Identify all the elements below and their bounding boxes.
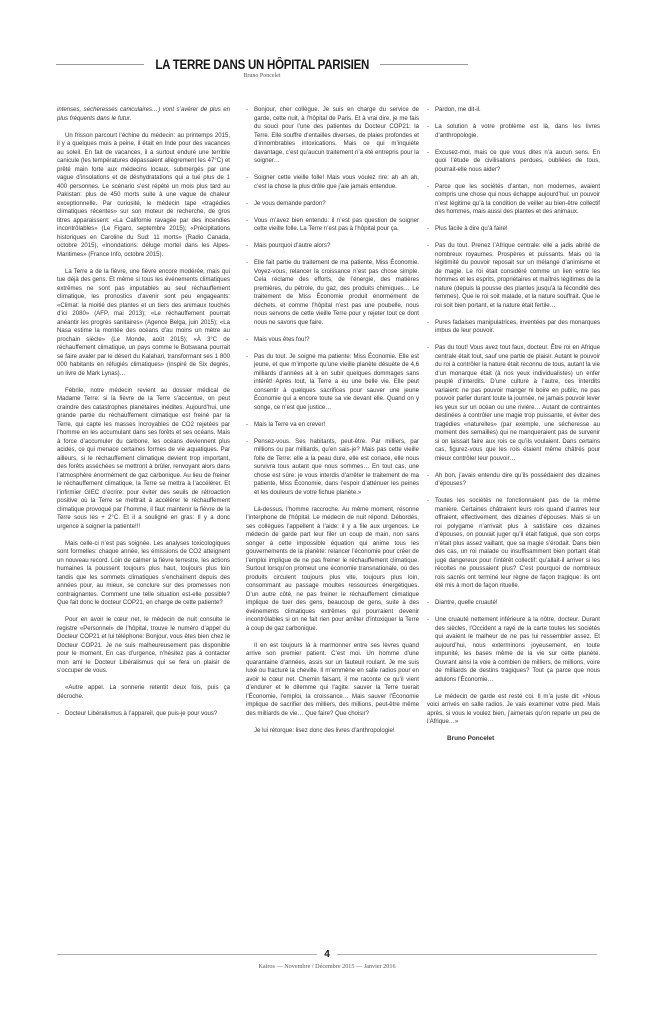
title-rule-right [380, 64, 468, 65]
dialogue-paragraph: - Bonjour, cher collègue. Je suis en charge du service de garde, cette nuit, à l’hôpital de Paris. Et à vrai dire, je me fais du souci pour l’une des patientes du Docteur COP21: la Terre. Elle souffre d’entailles diverses, de plaies profondes et d’innombrables intoxications. Mais ce qui m’inquiète davantage, c’est qu’aucun traitement n’a été entrepris pour la soigner… [246, 106, 419, 166]
dialogue-paragraph: - Pardon, me dit-il. [427, 106, 600, 115]
dialogue-paragraph: - Ah bon, j’avais entendu dire qu’ils possédaient des dizaines d’épouses? [427, 472, 600, 489]
article-paragraph: Mais celle-ci n’est pas soignée. Les analyses toxicologiques sont formelles: chaque année, les émissions de CO2 atteignent un nouveau record. Loin de calmer la fièvre terrestre, les actions humaines la poussent toujours plus haut, toujours plus loin tandis que les sommets climatiques s’enchaînent depuis des années pour, au mieux, se conclure sur des promesses non contraignantes. Comment une telle situation est-elle possible? Que fait donc le docteur COP21, en charge de cette patiente? [57, 540, 230, 606]
article-byline: Bruno Poncelet [243, 73, 281, 79]
footer-row [57, 948, 597, 960]
article-paragraph: intenses, sécheresses caniculaires…) vont s’avérer de plus en plus fréquents dans le futur. [57, 107, 230, 122]
column-2 [246, 106, 419, 744]
article-paragraph: Pour en avoir le cœur net, le médecin de nuit consulte le registre «Personnel» de l’hôpital, trouve le numéro d’appel du Docteur COP21 et lui téléphone: Bonjour, vous êtes bien chez le Docteur COP21. Je ne suis malheureusement pas disponible pour le moment. En cas d’urgence, n’hésitez pas à contacter mon ami le Docteur Libéralismus qui se fera un plaisir de s’occuper de vous. [57, 617, 230, 674]
dialogue-paragraph: - Mais vous êtes fou!? [246, 336, 419, 345]
dialogue-paragraph: - Parce que les sociétés d’antan, non modernes, avaient compris une chose qui nous échappe aujourd’hui: un pouvoir n’est légitime qu’à la condition de veiller au bien-être collectif des hommes, mais aussi des plantes et des animaux. [427, 183, 600, 217]
article-paragraph: Un frisson parcourt l’échine du médecin: au printemps 2015, il y a quelques mois à peine, il était en Inde pour des vacances au soleil. En fait de vacances, il a surtout enduré une terrible canicule (les températures dépassaient allègrement les 47°C) et prêté main forte aux médecins locaux, submergés par une vague d’insolations et de déshydratations qui a tué plus de 1 400 personnes. Le scénario s’est répété un mois plus tard au Pakistan: plus de 450 morts suite à une vague de chaleur exceptionnelle. Par curiosité, le médecin tape «tragédies climatiques récentes» sur son moteur de recherche, de gros titres apparaissent: «La Californie ravagée par des incendies incontrôlables» (Le Figaro, septembre 2015); «Précipitations historiques en Caroline du Sud: 11 morts» (Radio Canada, octobre 2015), «Inondations: déluge mortel dans les Alpes-Maritimes» (France Info, octobre 2015). [57, 132, 230, 258]
article-title-row [56, 56, 468, 72]
dialogue-paragraph: - Soigner cette vieille folle! Mais vous voulez rire: ah ah ah, c’est la chose la plus drôle que j’aie jamais entendue. [246, 174, 419, 191]
dialogue-paragraph: - Elle fait partie du traitement de ma patiente, Miss Économie. Voyez-vous, relancer la croissance n’est pas chose simple. Cela réclame des efforts, de l’énergie, des matières premières, du pétrole, du gaz, des produits chimiques… Le traitement de Miss Économie produit énormément de déchets, et comme l’hôpital n’est pas une poubelle, nous nous servons de cette vieille Terre pour y rejeter tout ce dont nous ne savons que faire. [246, 259, 419, 327]
issue-line: Kairos — Novembre / Décembre 2015 — Janvier 2016 [258, 963, 396, 970]
title-rule-left [56, 64, 144, 65]
dialogue-paragraph: - Plus facile à dire qu’à faire! [427, 225, 600, 234]
dialogue-paragraph: - Excusez-moi, mais ce que vous dites n’a aucun sens. En quoi l’étude de civilisations perdues, oubliées de tous, pourrait-elle nous aider? [427, 149, 600, 175]
dialogue-paragraph: - Pas du tout! Vous avez tout faux, docteur. Être roi en Afrique centrale était tout, sauf une partie de plaisir. Autant le pouvoir du roi à contrôler la nature était reconnu de tous, autant la vie d’un monarque était (à nos yeux individualistes) un enfer peuplé d’interdits. D’une culture à l’autre, ces interdits variaient: ne pas pouvoir manger ni boire en public, ne pas pouvoir parler durant toute la journée, ne jamais pouvoir lever les yeux sur un océan ou une rivière… Autant de contraintes destinées à contrôler une magie trop puissante, et éviter des tragédies «naturelles» (par exemple, une sécheresse au moment des semailles) qui ne manqueraient pas de survenir si on laissait faire aux rois ce qu’ils voulaient. Dans certains cas, figurez-vous que les rois étaient même châtrés pour mieux contrôler leur pouvoir… [427, 344, 600, 463]
dialogue-paragraph: - Pensez-vous. Ses habitants, peut-être. Par milliers, par millions ou par milliards, qu’en sais-je? Mais pas cette vieille folle de Terre: elle a la peau dure, elle est coriace, elle nous survivra tous autant que nous sommes… En tout cas, une chose est sûre: je vous interdis d’arrêter le traitement de ma patiente, Miss Économie, dans l’espoir d’atténuer les peines et les douleurs de votre fichue planète.» [246, 438, 419, 498]
dialogue-paragraph: - Pas du tout. Prenez l’Afrique centrale: elle a jadis abrité de nombreux royaumes. Prospères et puissants. Mais où la légitimité du pouvoir reposait sur un mélange d’animisme et de magie. Le roi était considéré comme un lien entre les hommes et les esprits, propriétaires et maîtres légitimes de la nature (depuis la pousse des plantes jusqu’à la fécondité des femmes). Que le roi soit malade, et la nature souffrait. Que le roi soit bien portant, et la nature était fertile… [427, 242, 600, 310]
dialogue-paragraph: - Docteur Libéralismus à l’appareil, que puis-je pour vous? [57, 710, 230, 719]
article-paragraph: Fébrile, notre médecin revient au dossier médical de Madame Terre: si la fièvre de la Terre s’accentue, on peut craindre des catastrophes planétaires inédites. Aujourd’hui, une grande partie du réchauffement climatique est freiné par la Terre, qui capte les masses incroyables de CO2 rejetées par l’homme en les accumulant dans ses forêts et ses océans. Mais à force d’accumuler du carbone, les océans deviennent plus acides, ce qui menace certaines formes de vie aquatiques. Par ailleurs, si le réchauffement climatique devient trop important, des forêts asséchées se mettront à brûler, renvoyant alors dans l’atmosphère énormément de gaz carbonique. Au lieu de freiner le réchauffement climatique, la Terre se mettra à l’accélérer. Et l’infirmier GIEC d’écrire: pour éviter des seuils de rétroaction positive où la Terre se mettrait à accélérer le réchauffement climatique provoqué par l’homme, il faut maintenir la fièvre de la Terre sous les + 2°C. Et il a souligné en gras: Il y a donc urgence à soigner la patiente!!! [57, 387, 230, 530]
page-number: 4 [324, 948, 330, 960]
dialogue-paragraph: - Diantre, quelle cruauté! [427, 599, 600, 608]
article-paragraph: Le médecin de garde est resté coi. Il m’a juste dit: «Nous voici arrivés en salle radios. Je vais examiner votre pied. Mais après, si vous le voulez bien, j’aimerais qu’on reparle un peu de l’Afrique…» [427, 693, 600, 725]
dialogue-paragraph: - Mais la Terre va en crever! [246, 421, 419, 430]
author-signature: Bruno Poncelet [447, 735, 495, 742]
article-title: LA TERRE DANS UN HÔPITAL PARISIEN [155, 56, 369, 72]
dialogue-paragraph: - Une cruauté nettement inférieure à la nôtre, docteur. Durant des siècles, l’Occident a rayé de la carte toutes les sociétés qui avaient le malheur de ne pas lui ressembler assez. Et aujourd’hui, nous exterminons joyeusement, en toute impunité, les bases même de la vie sur cette planète. Ouvrant ainsi la voie à combien de milliers, de millions, voire de milliards de destins tragiques? Tout ça parce que nous adulons l’Économie… [427, 616, 600, 684]
dialogue-paragraph: - Vous m’avez bien entendu: il n’est pas question de soigner cette vieille folle. La Terre n’est pas à l’hôpital pour ça. [246, 217, 419, 234]
article-paragraph: Là-dessus, l’homme raccroche. Au même moment, résonne l’interphone de l’hôpital. Le médecin de nuit répond. Débordés, ses collègues l’appellent à l’aide: il y a file aux urgences. Le médecin de garde part leur filer un coup de main, non sans songer à cette impossible équation qui anime tous les gouvernements de la planète: relancer l’économie pour créer de l’emploi implique de ne pas freiner le réchauffement climatique. Surtout lorsqu’on promeut une économie transnationale, où des produits circulent toujours plus vite, toujours plus loin, consommant au passage moultes ressources énergétiques. D’un autre côté, ne pas freiner le réchauffement climatique implique de tuer des gens, beaucoup de gens, suite à des événements climatiques extrêmes qui pourraient devenir incontrôlables si on ne fait rien pour arrêter d’intoxiquer la Terre à coup de gaz carbonique. [246, 506, 419, 632]
footer-rule-right [337, 954, 597, 955]
dialogue-paragraph: - Mais pourquoi d’autre alors? [246, 242, 419, 251]
footer-rule-left [57, 954, 317, 955]
article-paragraph: Je lui rétorque: lisez donc des livres d’anthropologie! [254, 727, 395, 734]
column-3 [427, 106, 600, 752]
article-paragraph: La Terre a de la fièvre, une fièvre encore modérée, mais qui tue déjà des gens. Et même si tous les événements climatiques extrêmes ne sont pas imputables au seul réchauffement climatique, les pronostics d’avenir sont peu engageants: «Climat: la moitié des plantes et un tiers des animaux touchés d’ici 2080» (AFP, mai 2013); «Le réchauffement pourrait anéantir les progrès sanitaires» (Agence Belga, juin 2015); «La Nasa estime la montée des océans d’au moins un mètre au prochain siècle» (Le Monde, août 2015); «À 3°C de réchauffement climatique, un pays comme le Botswana pourrait se faire avaler par le désert du Kalahari, transformant ses 1 800 000 habitants en réfugiés climatiques» (inspiré de Six degrés, un livre de Mark Lynas)… [57, 268, 230, 377]
dialogue-paragraph: - Je vous demande pardon? [246, 200, 419, 209]
dialogue-paragraph: - Pas du tout. Je soigne ma patiente: Miss Économie. Elle est jeune, et que m’importe qu’une vieille planète désuète de 4,6 milliards d’années ait à en subir quelques dommages sans intérêt! Après tout, la Terre a eu une belle vie. Elle peut consentir à quelques sacrifices pour sauver une jeune Économie qui a encore toute sa vie devant elle. Quand on y songe, ce n’est que justice… [246, 353, 419, 413]
column-1 [57, 106, 230, 727]
article-paragraph: Il en est toujours là à marmonner entre ses lèvres quand arrive son premier patient. C’est moi. Un homme d’une quarantaine d’années, assis sur un fauteuil roulant. Je me suis luxé ou fracturé la cheville. Il m’emmène en salle radios pour en avoir le cœur net. Chemin faisant, il me raconte ce qu’il vient d’endurer et le dilemme qui l’agite: sauver la Terre tuerait l’Économie, l’emploi, la croissance… Mais sauver l’Économie implique de sacrifier des milliers, des millions, peut-être même des milliards de vie… Que faire? Que choisir? [246, 642, 419, 717]
article-paragraph: «Autre appel. La sonnerie retentit deux fois, puis ça décroche. [57, 685, 230, 700]
dialogue-paragraph: - La solution à votre problème est là, dans les livres d’anthropologie. [427, 123, 600, 140]
dialogue-paragraph: - Toutes les sociétés ne fonctionnaient pas de la même manière. Certaines châtraient leurs rois quand d’autres leur offraient, effectivement, des dizaines d’épouses. Mais si un roi polygame n’arrivait plus à satisfaire ces dizaines d’épouses, on pouvait juger qu’il était fatigué, que son corps n’était plus assez vaillant, que sa magie s’érodait. Dans bien des cas, un roi malade ou insuffisamment bien portant était jugé dangereux pour l’intérêt collectif: qu’allait-il arriver si les récoltes ne poussaient plus? C’est pourquoi de nombreux rois sacrés ont terminé leur règne de façon tragique: ils ont été mis à mort de façon rituelle. [427, 497, 600, 591]
dialogue-paragraph: - Pures fadaises manipulatrices, inventées par des monarques imbus de leur pouvoir. [427, 319, 600, 336]
